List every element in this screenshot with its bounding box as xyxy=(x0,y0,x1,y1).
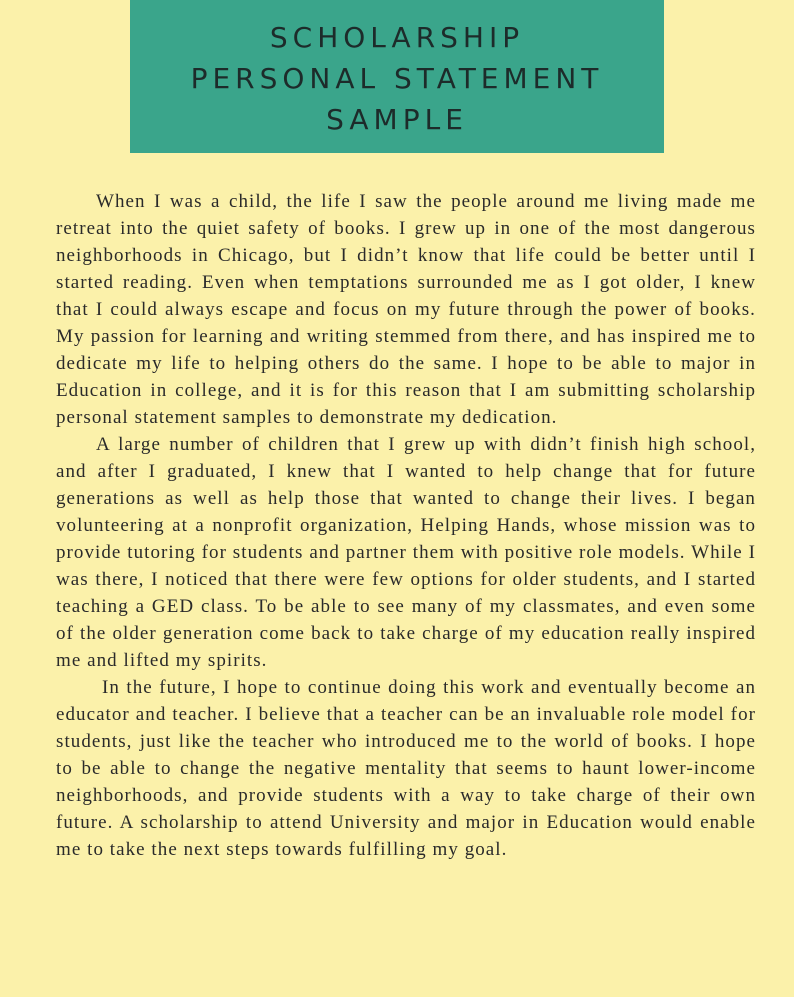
title-banner xyxy=(130,0,664,153)
statement-body xyxy=(56,188,756,863)
title-line-2: PERSONAL STATEMENT xyxy=(190,62,604,95)
paragraph-3: In the future, I hope to continue doing this work and eventually become an educator and teacher. I believe that a teacher can be an invaluable role model for students, just like the teacher who introduced me to the world of books. I hope to be able to change the negative mentality that seems to haunt lower-income neighborhoods, and provide students with a way to take charge of their own future. A scholarship to attend University and major in Education would enable me to take the next steps towards fulfilling my goal. xyxy=(56,677,756,860)
title-line-1: SCHOLARSHIP xyxy=(269,21,525,54)
paragraph-1: When I was a child, the life I saw the people around me living made me retreat into the quiet safety of books. I grew up in one of the most dangerous neighborhoods in Chicago, but I didn’t know that life could be better until I started reading. Even when temptations surrounded me as I got older, I knew that I could always escape and focus on my future through the power of books. My passion for learning and writing stemmed from there, and has inspired me to dedicate my life to helping others do the same. I hope to be able to major in Education in college, and it is for this reason that I am submitting scholarship personal statement samples to demonstrate my dedication. xyxy=(56,191,756,428)
title-line-3: SAMPLE xyxy=(326,103,468,136)
paragraph-2: A large number of children that I grew up with didn’t finish high school, and after I graduated, I knew that I wanted to help change that for future generations as well as help those that wanted to change their lives. I began volunteering at a nonprofit organization, Helping Hands, whose mission was to provide tutoring for students and partner them with positive role models. While I was there, I noticed that there were few options for older students, and I started teaching a GED class. To be able to see many of my classmates, and even some of the older generation come back to take charge of my education really inspired me and lifted my spirits. xyxy=(56,434,756,671)
